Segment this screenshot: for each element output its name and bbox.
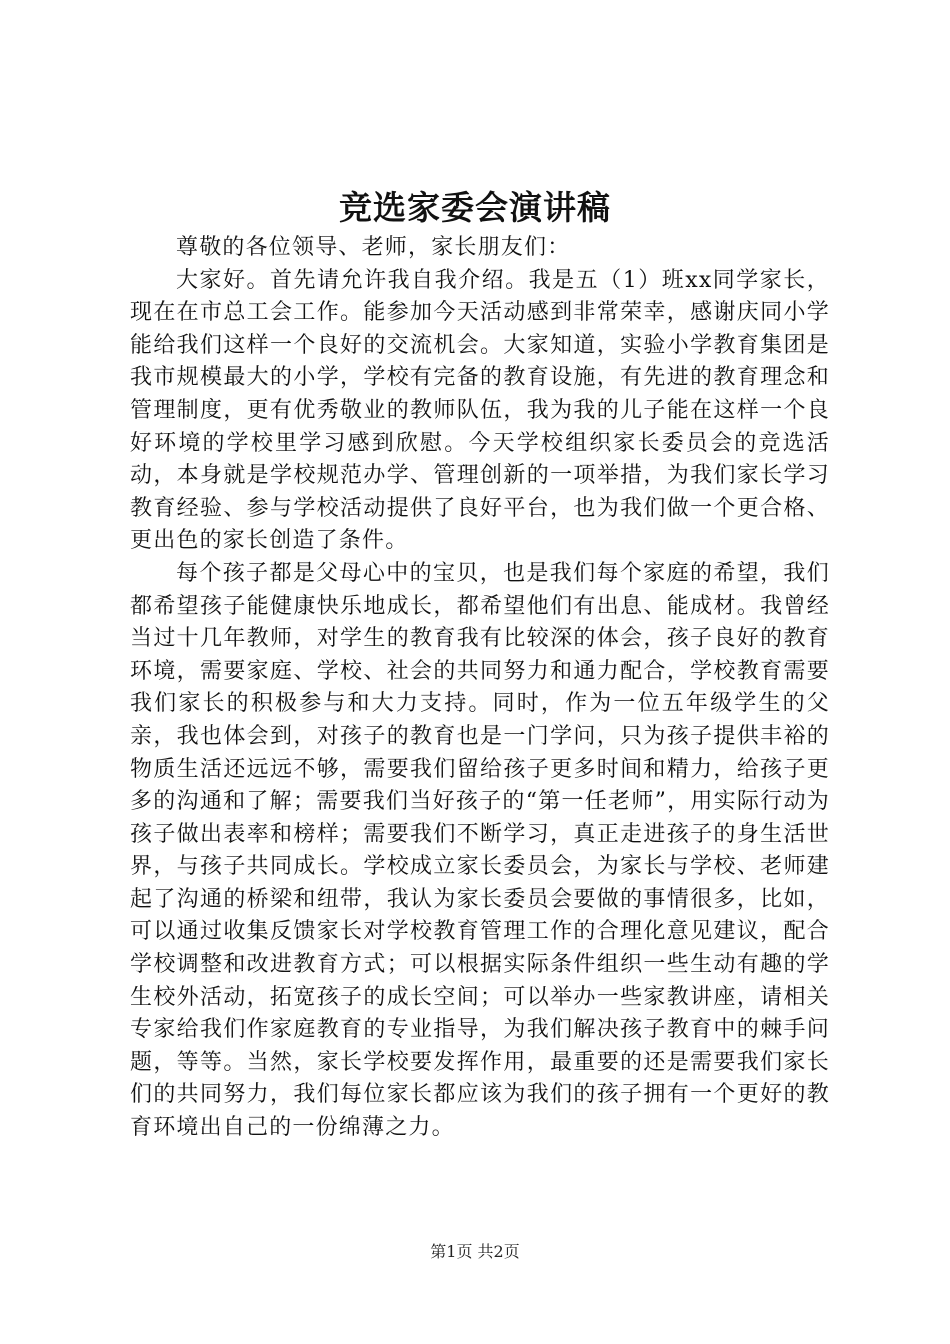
document-body [130,232,830,1145]
paragraph-family-education: 每个孩子都是父母心中的宝贝，也是我们每个家庭的希望，我们都希望孩子能健康快乐地成长，都希望他们有出息、能成材。我曾经当过十几年教师，对学生的教育我有比较深的体会，孩子良好的教育环境，需要家庭、学校、社会的共同努力和通力配合，学校教育需要我们家长的积极参与和大力支持。同时，作为一位五年级学生的父亲，我也体会到，对孩子的教育也是一门学问，只为孩子提供丰裕的物质生活还远远不够，需要我们留给孩子更多时间和精力，给孩子更多的沟通和了解；需要我们当好孩子的“第一任老师”，用实际行动为孩子做出表率和榜样；需要我们不断学习，真正走进孩子的身生活世界，与孩子共同成长。学校成立家长委员会，为家长与学校、老师建起了沟通的桥梁和纽带，我认为家长委员会要做的事情很多，比如，可以通过收集反馈家长对学校教育管理工作的合理化意见建议，配合学校调整和改进教育方式；可以根据实际条件组织一些生动有趣的学生校外活动，拓宽孩子的成长空间；可以举办一些家教讲座，请相关专家给我们作家庭教育的专业指导，为我们解决孩子教育中的棘手问题，等等。当然，家长学校要发挥作用，最重要的还是需要我们家长们的共同努力，我们每位家长都应该为我们的孩子拥有一个更好的教育环境出自己的一份绵薄之力。 [130,560,830,1141]
salutation: 尊敬的各位领导、老师，家长朋友们： [176,235,571,260]
paragraph-introduction: 大家好。首先请允许我自我介绍。我是五（1）班xx同学家长，现在在市总工会工作。能参加今天活动感到非常荣幸，感谢庆同小学能给我们这样一个良好的交流机会。大家知道，实验小学教育集团是我市规模最大的小学，学校有完备的教育设施，有先进的教育理念和管理制度，更有优秀敬业的教师队伍，我为我的儿子能在这样一个良好环境的学校里学习感到欣慰。今天学校组织家长委员会的竞选活动，本身就是学校规范办学、管理创新的一项举措，为我们家长学习教育经验、参与学校活动提供了良好平台，也为我们做一个更合格、更出色的家长创造了条件。 [130,267,830,554]
document-title: 竞选家委会演讲稿 [339,188,611,227]
page-footer: 第1页 共2页 [430,1242,520,1261]
